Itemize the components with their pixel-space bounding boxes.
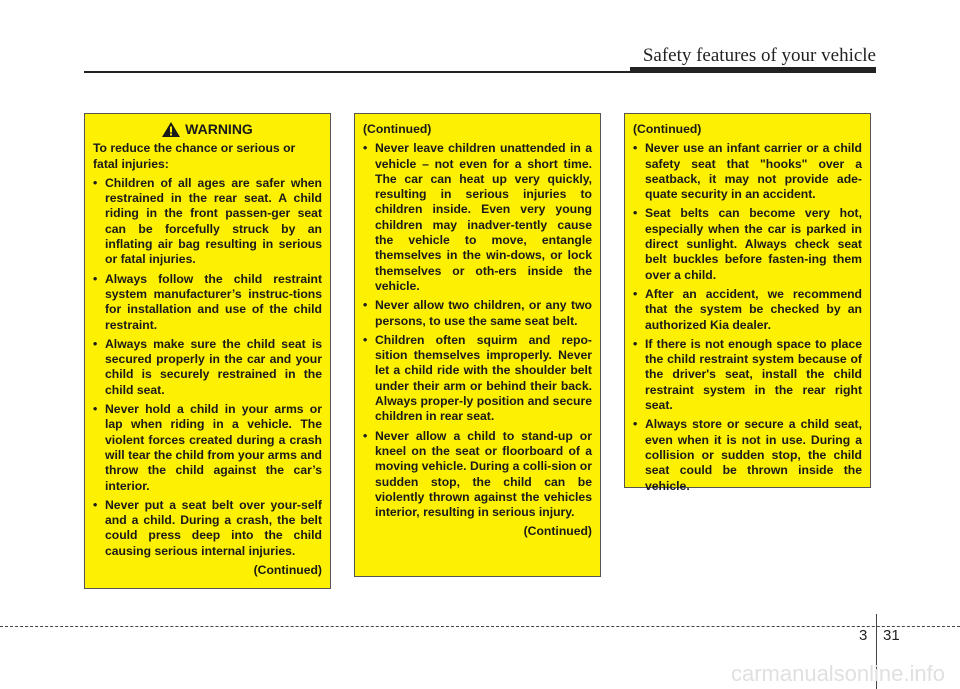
list-item: • If there is not enough space to place the child restraint system because of the driver's seat, install the child restraint system in the rear right seat. <box>633 336 862 413</box>
list-item: • Always store or secure a child seat, even when it is not in use. During a collision or sudden stop, the child seat could be thrown inside the vehicle. <box>633 417 862 493</box>
watermark: carmanualsonline.info <box>730 661 945 686</box>
list-item: • Never allow a child to stand-up or kneel on the seat or floorboard of a moving vehicle. During a colli-sion or sudden stop, the child can be violently thrown against the vehicles interior, resulting in serious injury. <box>363 428 592 520</box>
list-item: • Never put a seat belt over your-self and a child. During a crash, the belt could press deep into the child causing serious internal injuries. <box>93 497 322 558</box>
footer-rule <box>0 626 960 627</box>
continued-label: (Continued) <box>523 524 592 539</box>
warning-intro: To reduce the chance or serious or fatal injuries: <box>93 141 296 171</box>
section-title: Safety features of your vehicle <box>642 45 876 66</box>
continued-label-top: (Continued) <box>633 122 702 136</box>
list-item: • Never hold a child in your arms or lap when riding in a vehicle. The violent forces created during a crash will tear the child from your arms and throw the child against the car’s interior. <box>93 402 322 493</box>
chapter-number: 3 <box>859 627 868 644</box>
list-item: • Never use an infant carrier or a child safety seat that "hooks" over a seatback, it may not provide ade-quate security in an accident. <box>633 141 862 202</box>
continued-label: (Continued) <box>253 563 322 578</box>
warning-box-2 <box>354 113 601 577</box>
page-number: 31 <box>883 627 900 644</box>
list-item: • Never leave children unattended in a vehicle – not even for a short time. The car can heat up very quickly, resulting in serious injuries to children inside. Even very young children may inadver-tently cause the vehicle to move, entangle themselves in the win-dows, or lock themselves or oth-ers inside the vehicle. <box>363 141 592 293</box>
header-rule-accent <box>630 67 876 73</box>
warning-triangle-icon <box>162 122 180 137</box>
list-item: • Children often squirm and repo-sition themselves improperly. Never let a child ride with the shoulder belt under their arm or behind their back. Always proper-ly position and secure children in rear seat. <box>363 332 592 424</box>
list-item: • After an accident, we recommend that the system be checked by an authorized Kia dealer. <box>633 286 862 332</box>
warning-header <box>93 122 322 137</box>
list-item: • Always follow the child restraint system manufacturer’s instruc-tions for installation and use of the child restraint. <box>93 271 322 332</box>
list-item: • Never allow two children, or any two persons, to use the same seat belt. <box>363 298 592 328</box>
list-item: • Children of all ages are safer when restrained in the rear seat. A child riding in the front passen-ger seat can be forcefully struck by an inflating air bag resulting in serious or fatal injuries. <box>93 175 322 267</box>
warning-box-1 <box>84 113 331 589</box>
list-item: • Always make sure the child seat is secured properly in the car and your child is securely restrained in the child seat. <box>93 336 322 397</box>
continued-label-top: (Continued) <box>363 122 432 136</box>
list-item: • Seat belts can become very hot, especially when the car is parked in direct sunlight. Always check seat belt buckles before fasten-ing them over a child. <box>633 206 862 282</box>
warning-title: WARNING <box>185 121 253 137</box>
warning-box-3 <box>624 113 871 493</box>
